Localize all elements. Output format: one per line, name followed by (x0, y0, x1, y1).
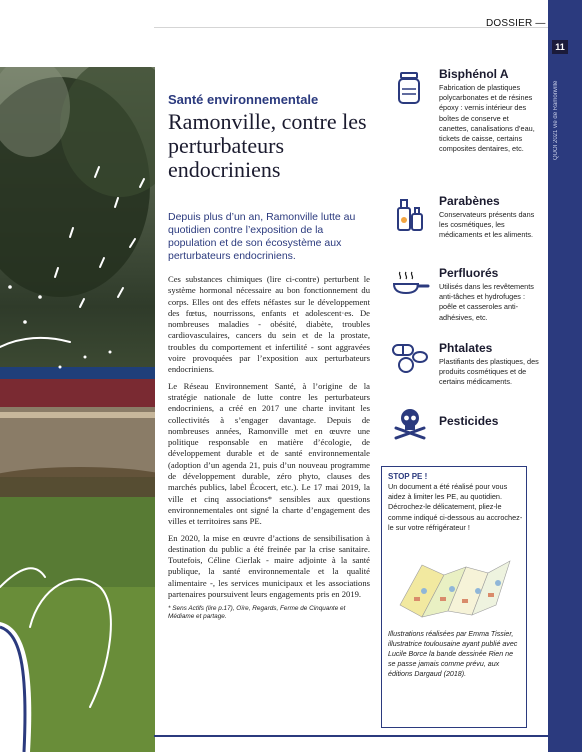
leaflet-illustration (392, 545, 516, 623)
stop-box-title: STOP PE ! (388, 472, 428, 481)
stop-box-text: Un document a été réalisé pour vous aidez à limiter les PE, au quotidien. Décrochez-le délicatement, pliez-le comme indiqué ci-dessous au accrochez-le sur votre réfrigérateur ! (388, 482, 523, 532)
body-paragraph: En 2020, la mise en œuvre d’actions de sensibilisation à destination du public a été freinée par la crise sanitaire. Toutefois, Céline Cierlak - maire adjointe à la santé publique, la santé environnementale et la qualité alimentaire -, les services municipaux et les associations partenaires poursuivent leurs engagements pris en 2019. (168, 532, 370, 600)
article-photo (0, 67, 155, 752)
article-title: Ramonville, contre les perturbateurs endocriniens (168, 109, 367, 182)
jar-icon (390, 67, 430, 107)
substance-description: Utilisés dans les revêtements anti-tâches et hydrofuges : poêle et casseroles anti-adhésives, etc. (439, 282, 534, 322)
section-label: DOSSIER — (486, 18, 546, 29)
substance-description: Conservateurs présents dans les cosmétiques, les médicaments et les aliments. (439, 210, 535, 240)
substance-title: Parabènes (439, 194, 500, 208)
pills-icon (390, 341, 430, 381)
substance-title: Pesticides (439, 414, 499, 428)
body-paragraph: Le Réseau Environnement Santé, à l’origine de la stratégie nationale de lutte contre les perturbateurs endocriniens, a créé en 2017 une charte invitant les collectivités à s’engager davantage. Depuis de nombreuses années, Ramonville met en œuvre une politique responsable en matière d’écologie, de développement durable et de santé environnementale (adoption d’un agenda 21, puis d’un nouveau programme de développement durable, zéro phyto, clauses des marchés publics, label Écocert, etc.). Le 17 mai 2019, la ville et cinq associations* sensibles aux questions environnementales ont signé la charte d’engagement des villes et territoires sans PE. (168, 380, 370, 527)
footnote: * Sens Actifs (lire p.17), Oïre, Regards, Ferme de Cinquante et Médiame et partage. (168, 605, 346, 621)
substance-bisphenol (390, 67, 540, 192)
body-paragraph: Ces substances chimiques (lire ci-contre) perturbent le système hormonal nécessaire au bon fonctionnement du corps. Elles ont des effets néfastes sur le développement des fœtus, nourrissons, enfants et adolescent·es. De nombreuses maladies - obésité, diabète, troubles cardiovasculaires, cancers du sein et de la prostate, troubles du comportement et infertilité - sont aggravées voire provoquées par l’exposition aux perturbateurs endocriniens. (168, 274, 370, 375)
skull-icon (390, 404, 430, 444)
substance-parabenes (390, 194, 540, 264)
substance-title: Perfluorés (439, 266, 499, 280)
illustration-credit: Illustrations réalisées par Emma Tissier, illustratrice toulousaine ayant publié avec Lucile Borce la bande dessinée Rien ne se passe jamais comme prévu, aux éditions Dargaud (2018). (388, 630, 518, 678)
article-lead: Depuis plus d’un an, Ramonville lutte au quotidien contre l’exposition de la population et de son écosystème aux perturbateurs endocriniens. (168, 211, 356, 262)
stop-pe-box (381, 466, 527, 728)
substance-title: Phtalates (439, 341, 493, 355)
side-credit: QUOI 2021 vie de Ramonville (553, 80, 559, 160)
substance-phtalates (390, 341, 540, 401)
article-body (168, 274, 370, 626)
substance-title: Bisphénol A (439, 67, 509, 81)
substance-description: Plastifiants des plastiques, des produits cosmétiques et de certains médicaments. (439, 357, 539, 387)
top-divider (154, 27, 548, 28)
footer-divider (154, 735, 548, 737)
substance-pesticides (390, 404, 540, 436)
substance-description: Fabrication de plastiques polycarbonates et de résines époxy : vernis intérieur des boîtes de conserve et canettes, canalisations d’eau, tickets de caisse, certains composites dentaires, etc. (439, 83, 535, 154)
cosmetics-icon (390, 194, 430, 234)
article-kicker: Santé environnementale (168, 92, 319, 107)
frying-pan-icon (390, 266, 430, 306)
substance-perfluores (390, 266, 540, 336)
page-number: 11 (552, 40, 568, 54)
